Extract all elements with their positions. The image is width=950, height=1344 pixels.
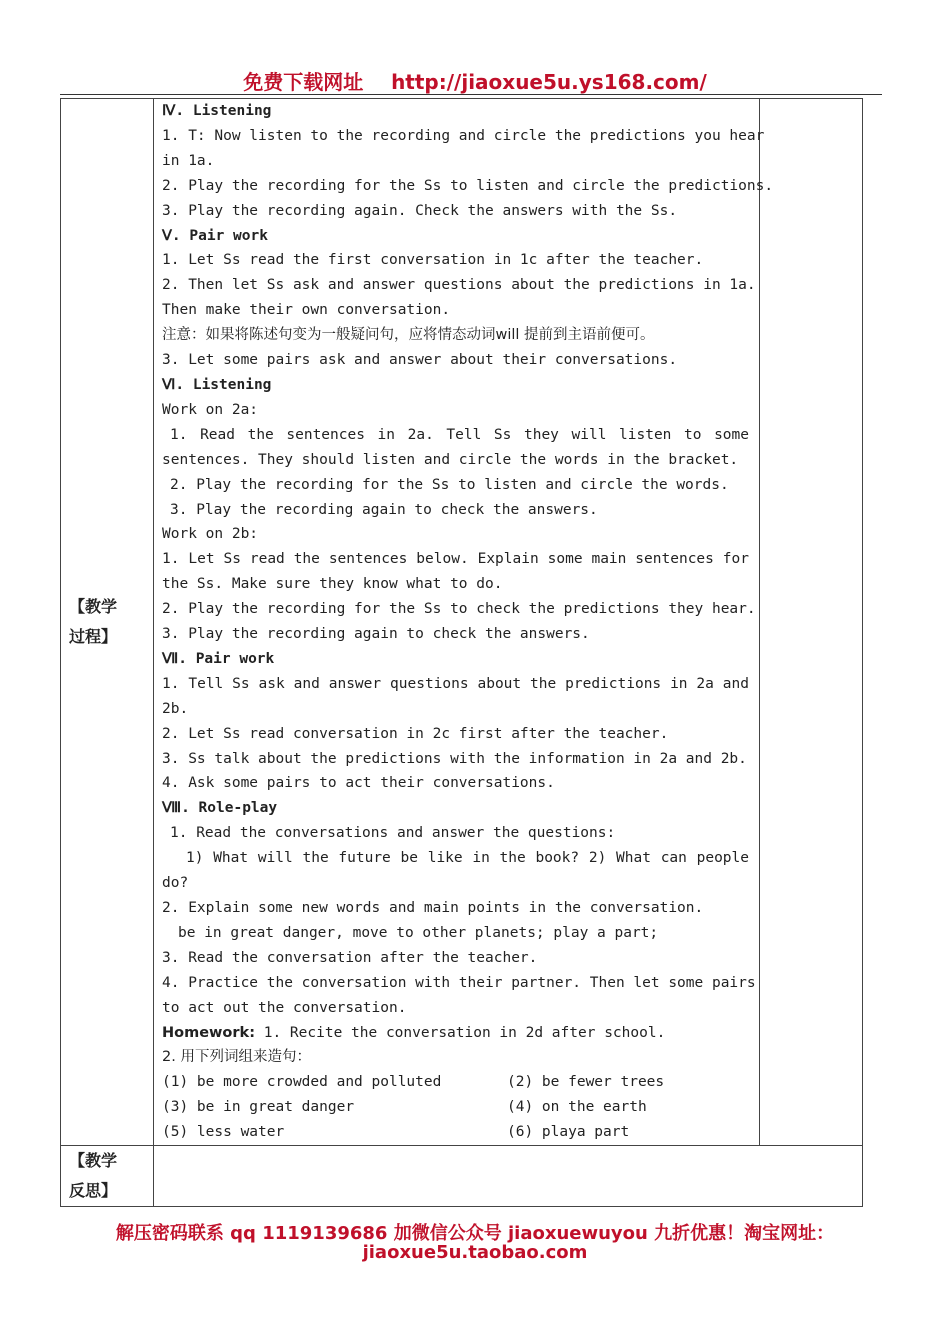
text-line: Then make their own conversation. xyxy=(162,302,451,319)
text-line: 2. Let Ss read conversation in 2c first after the teacher. xyxy=(162,725,669,742)
process-label-cell xyxy=(61,99,154,1146)
text-line: do? xyxy=(162,875,189,892)
text-line: 3. Play the recording again to check the answers. xyxy=(162,626,590,643)
text-line: 2b. xyxy=(162,700,189,717)
section-title: Ⅴ. Pair work xyxy=(162,227,268,244)
section-title: Ⅵ. Listening xyxy=(162,376,272,393)
text-line: 1. Let Ss read the sentences below. Explain some main sentences for xyxy=(162,551,749,568)
text-line: 4. Ask some pairs to act their conversations. xyxy=(162,775,555,792)
text-line: 3. Let some pairs ask and answer about their conversations. xyxy=(162,352,678,369)
process-label-line1: 【教学 xyxy=(69,597,118,617)
text-line: 1. Read the sentences in 2a. Tell Ss they will listen to some xyxy=(170,426,749,443)
text-line: 2. Play the recording for the Ss to listen and circle the words. xyxy=(170,476,729,493)
text-line: 4. Practice the conversation with their partner. Then let some pairs xyxy=(162,974,756,991)
text-line: 1) What will the future be like in the book? 2) What can people xyxy=(186,850,749,867)
text-line: in 1a. xyxy=(162,152,215,169)
text-line: 2. Then let Ss ask and answer questions about the predictions in 1a. xyxy=(162,277,756,294)
process-content-cell xyxy=(154,99,774,1146)
phrase-item: (2) be fewer trees xyxy=(507,1074,665,1091)
text-line: be in great danger, move to other planets; play a part; xyxy=(178,924,659,941)
section-title: Ⅳ. Listening xyxy=(162,103,272,119)
phrase-item: (5) less water xyxy=(162,1124,285,1141)
header-prefix: 免费下载网址 xyxy=(243,70,364,94)
phrase-item: (3) be in great danger xyxy=(162,1099,355,1116)
reflection-content-cell xyxy=(154,1146,863,1207)
process-label-line2: 过程】 xyxy=(69,627,118,647)
process-row xyxy=(61,99,863,1146)
text-line: 1. Tell Ss ask and answer questions about the predictions in 2a and xyxy=(162,675,749,692)
phrase-row xyxy=(162,1070,749,1095)
text-line: 1. Read the conversations and answer the questions: xyxy=(170,825,616,842)
subheading: Work on 2a: xyxy=(162,401,259,418)
page-header xyxy=(0,66,950,95)
phrase-row xyxy=(162,1095,749,1120)
text-line: 2. Play the recording for the Ss to listen and circle the predictions. xyxy=(162,177,774,194)
text-line: 2. Explain some new words and main points in the conversation. xyxy=(162,900,704,916)
reflection-label-cell xyxy=(61,1146,154,1207)
section-title: Ⅶ. Pair work xyxy=(162,650,275,667)
reflection-label-line2: 反思】 xyxy=(69,1181,118,1201)
reflection-row xyxy=(61,1146,863,1207)
text-line: 1. T: Now listen to the recording and circle the predictions you hear xyxy=(162,127,765,144)
homework-label: Homework: xyxy=(162,1024,255,1041)
text-line: 3. Play the recording again to check the answers. xyxy=(170,501,598,518)
text-line: 2. Play the recording for the Ss to check the predictions they hear. xyxy=(162,601,756,618)
notes-column-cell xyxy=(760,99,863,1146)
subheading: Work on 2b: xyxy=(162,526,259,543)
phrase-item: (6) playa part xyxy=(507,1124,630,1141)
reflection-label-line1: 【教学 xyxy=(69,1151,118,1171)
phrase-item: (1) be more crowded and polluted xyxy=(162,1074,442,1091)
header-url-link[interactable]: http://jiaoxue5u.ys168.com/ xyxy=(391,70,707,94)
section-title: Ⅷ. Role-play xyxy=(162,800,278,817)
homework-line: 2. 用下列词组来造句： xyxy=(162,1049,311,1066)
text-line: 1. Let Ss read the first conversation in 1c after the teacher. xyxy=(162,252,704,269)
footer-line1: 解压密码联系 qq 1119139686 加微信公众号 jiaoxuewuyou 九折优惠！淘宝网址： xyxy=(115,1223,835,1244)
header-divider xyxy=(60,94,882,95)
text-line: 3. Ss talk about the predictions with the information in 2a and 2b. xyxy=(162,750,747,767)
text-line: the Ss. Make sure they know what to do. xyxy=(162,576,503,593)
homework-item-1: 1. Recite the conversation in 2d after school. xyxy=(255,1024,666,1041)
phrase-item: (4) on the earth xyxy=(507,1099,647,1116)
homework-line xyxy=(162,1021,749,1046)
text-line: 3. Play the recording again. Check the answers with the Ss. xyxy=(162,202,678,219)
text-line: sentences. They should listen and circle the words in the bracket. xyxy=(162,451,739,468)
phrase-row xyxy=(162,1120,749,1145)
footer-link[interactable]: jiaoxue5u.taobao.com xyxy=(362,1242,588,1263)
note-line: 注意：如果将陈述句变为一般疑问句，应将情态动词will 提前到主语前便可。 xyxy=(162,327,655,344)
text-line: 3. Read the conversation after the teacher. xyxy=(162,949,538,966)
text-line: to act out the conversation. xyxy=(162,999,407,1016)
lesson-plan-table xyxy=(60,98,863,1207)
